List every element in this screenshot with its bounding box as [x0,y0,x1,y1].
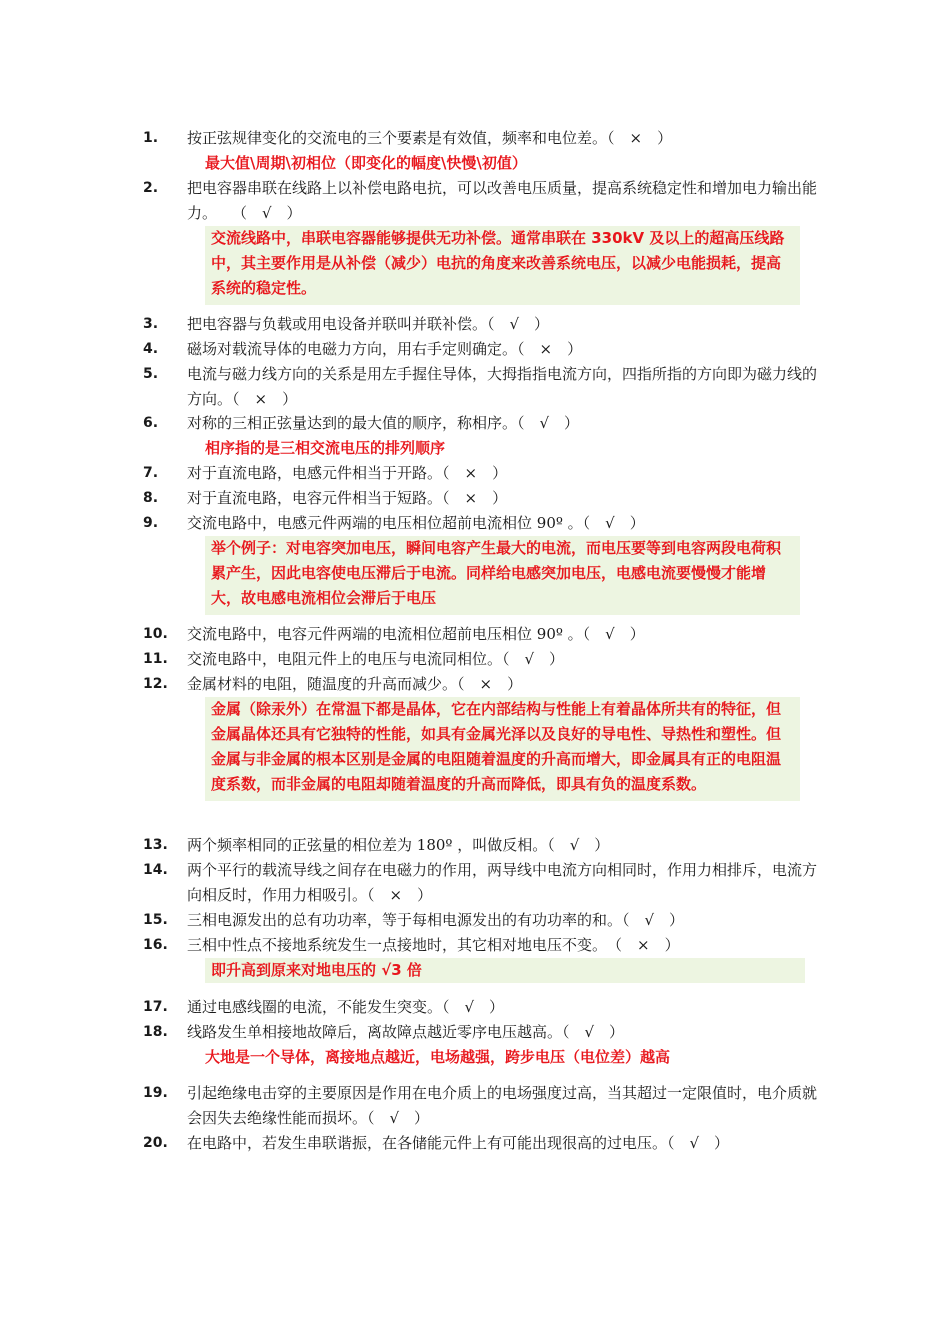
question-text: 按正弦规律变化的交流电的三个要素是有效值，频率和电位差。（ × ） [187,129,673,147]
question-number: 3. [143,316,159,332]
question-text: 引起绝缘电击穿的主要原因是作用在电介质上的电场强度过高，当其超过一定限值时，电介质就会因失去绝缘性能而损坏。（ √ ） [187,1084,818,1127]
answer-note: 即升高到原来对地电压的 √3 倍 [205,958,805,983]
question-number: 2. [143,180,159,196]
question-text: 对称的三相正弦量达到的最大值的顺序，称相序。（ √ ） [187,414,580,432]
question-item [143,908,823,933]
question-text: 把电容器串联在线路上以补偿电路电抗，可以改善电压质量，提高系统稳定性和增加电力输出能力。 （ √ ） [187,179,818,222]
question-item [143,1131,823,1156]
question-item [143,995,823,1020]
question-item [143,622,823,647]
question-number: 9. [143,515,159,531]
question-item [143,486,823,511]
question-text: 金属材料的电阻，随温度的升高而减少。（ × ） [187,675,523,693]
question-number: 6. [143,415,159,431]
answer-note: 交流线路中，串联电容器能够提供无功补偿。通常串联在 330kV 及以上的超高压线路中，其主要作用是从补偿（减少）电抗的角度来改善系统电压，以减少电能损耗，提高系统的稳定性。 [205,226,800,305]
question-item [143,858,823,908]
question-text: 交流电路中，电阻元件上的电压与电流同相位。（ √ ） [187,650,565,668]
question-item [143,833,823,858]
question-item [143,511,823,536]
answer-note: 举个例子：对电容突加电压，瞬间电容产生最大的电流，而电压要等到电容两段电荷积累产生，因此电容使电压滞后于电流。同样给电感突加电压，电感电流要慢慢才能增大，故电感电流相位会滞后于电压 [205,536,800,615]
question-text: 对于直流电路，电容元件相当于短路。（ × ） [187,489,508,507]
question-number: 18. [143,1024,168,1040]
answer-note: 相序指的是三相交流电压的排列顺序 [205,439,446,457]
question-item [143,672,823,697]
answer-note: 金属（除汞外）在常温下都是晶体，它在内部结构与性能上有着晶体所共有的特征，但金属晶体还具有它独特的性能，如具有金属光泽以及良好的导电性、导热性和塑性。但金属与非金属的根本区别是金属的电阻随着温度的升高而增大，即金属具有正的电阻温度系数，而非金属的电阻却随着温度的升高而降低，即具有负的温度系数。 [205,697,800,801]
question-number: 10. [143,626,168,642]
question-text: 通过电感线圈的电流，不能发生突变。（ √ ） [187,998,505,1016]
question-number: 11. [143,651,168,667]
question-item [143,647,823,672]
question-number: 7. [143,465,159,481]
answer-note: 最大值\周期\初相位（即变化的幅度\快慢\初值） [205,154,527,172]
question-text: 磁场对载流导体的电磁力方向，用右手定则确定。（ × ） [187,340,583,358]
question-text: 三相中性点不接地系统发生一点接地时，其它相对地电压不变。 （ × ） [187,936,680,954]
question-item [143,176,823,226]
answer-note: 大地是一个导体，离接地点越近，电场越强，跨步电压（电位差）越高 [205,1048,671,1066]
question-item [143,411,823,436]
question-item [143,337,823,362]
question-number: 19. [143,1085,168,1101]
question-text: 把电容器与负载或用电设备并联叫并联补偿。（ √ ） [187,315,550,333]
question-number: 13. [143,837,168,853]
question-text: 线路发生单相接地故障后，离故障点越近零序电压越高。（ √ ） [187,1023,625,1041]
question-number: 14. [143,862,168,878]
question-text: 交流电路中，电容元件两端的电流相位超前电压相位 90º 。（ √ ） [187,625,645,643]
question-item [143,312,823,337]
question-item [143,362,823,412]
question-number: 12. [143,676,168,692]
question-item [143,1081,823,1131]
question-number: 17. [143,999,168,1015]
question-item [143,126,823,151]
question-text: 两个平行的载流导线之间存在电磁力的作用，两导线中电流方向相同时，作用力相排斥，电流方向相反时，作用力相吸引。（ × ） [187,861,818,904]
question-number: 16. [143,937,168,953]
question-item [143,461,823,486]
question-number: 4. [143,341,159,357]
question-number: 20. [143,1135,168,1151]
question-text: 在电路中，若发生串联谐振，在各储能元件上有可能出现很高的过电压。（ √ ） [187,1134,730,1152]
question-number: 8. [143,490,159,506]
question-item [143,933,823,958]
question-text: 三相电源发出的总有功功率，等于每相电源发出的有功功率的和。（ √ ） [187,911,685,929]
question-number: 5. [143,366,159,382]
question-text: 对于直流电路，电感元件相当于开路。（ × ） [187,464,508,482]
question-number: 1. [143,130,159,146]
question-text: 两个频率相同的正弦量的相位差为 180º ，叫做反相。（ √ ） [187,836,610,854]
question-text: 交流电路中，电感元件两端的电压相位超前电流相位 90º 。（ √ ） [187,514,645,532]
question-item [143,1020,823,1045]
question-number: 15. [143,912,168,928]
question-text: 电流与磁力线方向的关系是用左手握住导体，大拇指指电流方向，四指所指的方向即为磁力线的方向。（ × ） [187,365,818,408]
